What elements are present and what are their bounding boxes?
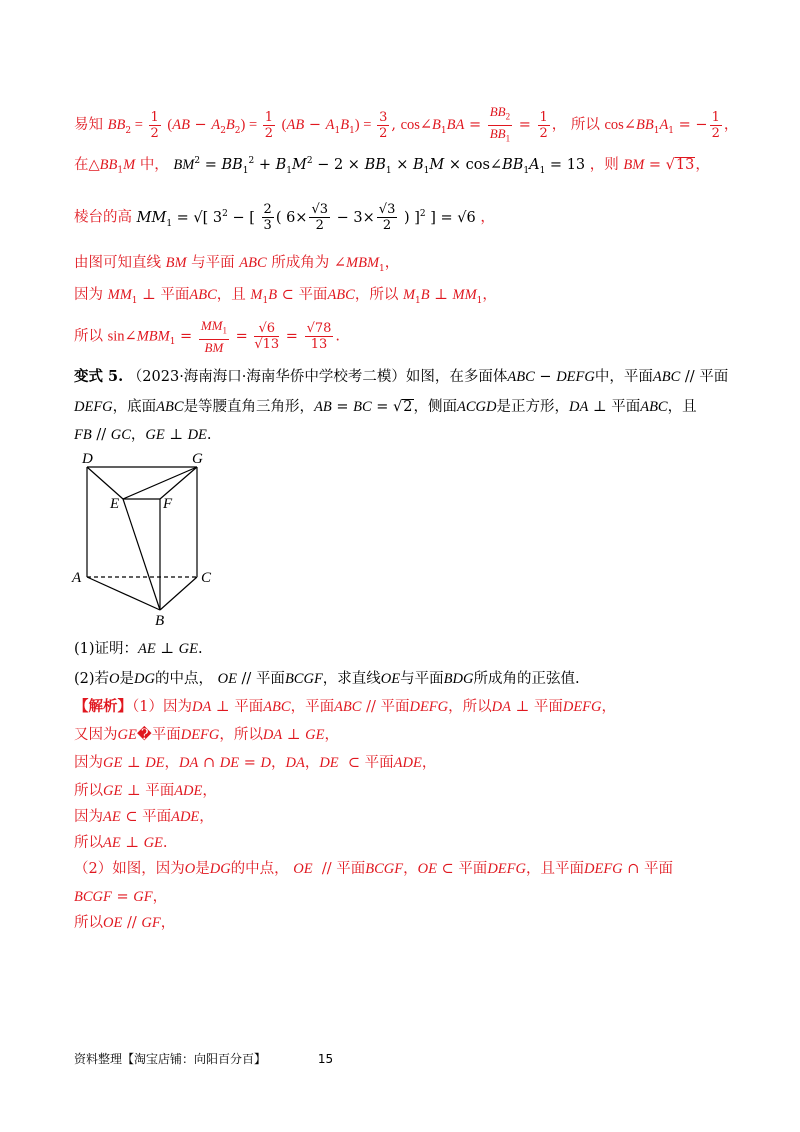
derivation-line-1: 易知 $BB_2$ = $\frac{1}{2}$ $(AB - A_2B_2)$ = $\frac{1}{2}$ $(AB - A_1B_1)$ = $\frac{3}{2}$ , $\cos\angle B_1BA$ = $\frac{BB_2}{BB_1}$ = $\frac{1}{2}$ ， 所以 $\cos\angle BB_1A_1$ = − $\frac{1}{2}$ ，	[74, 104, 739, 144]
vertex-label-B: B	[155, 613, 165, 628]
solution-line-8: BCGF = GF，	[74, 889, 168, 905]
derivation-line-4: 由图可知直线 BM 与平面 ABC 所成角为 $\angle MBM_1$，	[74, 255, 400, 274]
question-2: (2)若O是DG的中点， OE // 平面BCGF，求直线OE与平面BDG所成角的正弦值.	[74, 671, 580, 687]
page-footer	[74, 1050, 333, 1067]
solution-line-3: 因为GE ⊥ DE，DA ∩ DE = D，DA，DE ⊂ 平面ADE，	[74, 755, 437, 771]
solution-line-4: 所以GE ⊥ 平面ADE，	[74, 783, 217, 799]
solution-line-1: 【解析】（1）因为DA ⊥ 平面ABC，平面ABC // 平面DEFG，所以DA ⊥ 平面DEFG，	[74, 698, 617, 715]
solution-line-5: 因为AE ⊂ 平面ADE，	[74, 809, 214, 825]
derivation-line-6: 所以 $\sin\angle MBM_1$ = $\frac{MM_1}{BM}$ = $\frac{√6}{√13}$ = $\frac{√78}{13}$ .	[74, 318, 340, 355]
vertex-label-A: A	[72, 570, 82, 586]
edge-EB	[123, 499, 160, 610]
problem-statement-line-1: 变式 5. （2023·海南海口·海南华侨中学校考二模）如图，在多面体ABC − DEFG中，平面ABC // 平面	[74, 368, 729, 385]
vertex-label-E: E	[110, 496, 120, 512]
edge-FG	[160, 467, 197, 499]
question-1: (1)证明：AE ⊥ GE.	[74, 641, 203, 657]
edge-AB	[87, 577, 160, 610]
derivation-line-2: 在$\triangle BB_1M$ 中， $BM^2 = BB_1^2 + B_1M^2 - 2 \times BB_1 \times B_1M$ × $\cos\angle BB_1A_1 = 13$ ，则 BM = √13，	[74, 156, 710, 176]
vertex-label-D: D	[82, 451, 93, 467]
solution-line-9: 所以OE // GF，	[74, 915, 176, 931]
page-number: 15	[317, 1052, 334, 1066]
derivation-line-3: 棱台的高 $MM_1$ = √[ $3^2$ − [ $\frac{2}{3}$ ( 6× $\frac{√3}{2}$ − 3× $\frac{√3}{2}$ ) ]$^2$ ] = √6 ，	[74, 202, 495, 233]
solution-line-6: 所以AE ⊥ GE.	[74, 835, 168, 851]
vertex-label-G: G	[192, 451, 203, 467]
edge-CB	[160, 577, 197, 610]
solution-line-2: 又因为GE�平面DEFG，所以DA ⊥ GE，	[74, 727, 339, 743]
edge-DE	[87, 467, 123, 499]
solution-line-7: （2）如图，因为O是DG的中点， OE // 平面BCGF，OE ⊂ 平面DEFG，且平面DEFG ∩ 平面	[74, 861, 674, 877]
polyhedron-figure	[70, 448, 220, 628]
vertex-label-F: F	[163, 496, 173, 512]
edge-EG	[123, 467, 197, 499]
derivation-line-5: 因为 $MM_1$ ⊥ 平面ABC，且 $M_1B$ ⊂ 平面ABC，所以 $M_1B$ ⊥ $MM_1$，	[74, 287, 497, 306]
footer-text: 资料整理【淘宝店铺：向阳百分百】	[74, 1052, 267, 1066]
problem-statement-line-3: FB // GC，GE ⊥ DE.	[74, 427, 212, 443]
vertex-label-C: C	[201, 570, 212, 586]
problem-statement-line-2: DEFG，底面ABC是等腰直角三角形，AB = BC = √2，侧面ACGD是正方形，DA ⊥ 平面ABC，且	[74, 399, 697, 415]
